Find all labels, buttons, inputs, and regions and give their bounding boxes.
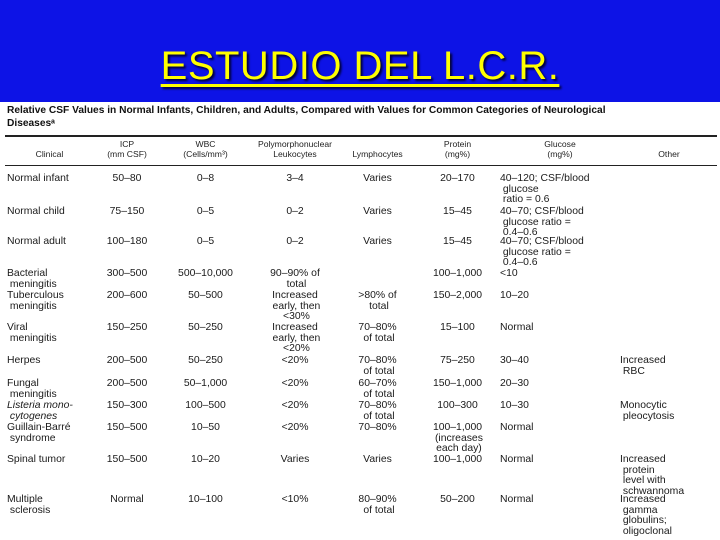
table-cell: 150–500 xyxy=(106,454,148,465)
table-cell: <20% xyxy=(281,400,309,411)
table-cell: <20% xyxy=(281,422,309,433)
table-cell: Bacterial meningitis xyxy=(7,268,57,290)
table-cell: >80% of total xyxy=(358,290,397,312)
table-cell: 150–500 xyxy=(106,422,148,433)
table-cell: Varies xyxy=(363,454,392,465)
table-cell: Fungal meningitis xyxy=(7,378,57,400)
table-cell: Increased early, then <30% xyxy=(272,290,321,323)
table-cell: Normal xyxy=(500,454,534,465)
table-cell: 50–250 xyxy=(188,322,223,333)
table-cell: 500–10,000 xyxy=(178,268,233,279)
table-cell: 40–70; CSF/blood glucose ratio = 0.4–0.6 xyxy=(500,206,584,239)
table-cell: 100–180 xyxy=(106,236,148,247)
table-cell: 100–300 xyxy=(437,400,478,411)
table-cell: Normal infant xyxy=(7,173,69,184)
table-cell: Varies xyxy=(280,454,310,465)
table-cell: Listeria mono- cytogenes xyxy=(7,400,73,422)
table-cell: 100–1,000 xyxy=(432,454,483,465)
table-cell: 15–45 xyxy=(443,236,472,247)
table-cell: 0–8 xyxy=(196,173,215,184)
table-cell: 150–300 xyxy=(106,400,148,411)
table-cell: 75–150 xyxy=(109,206,145,217)
table-cell: Monocytic pleocytosis xyxy=(620,400,675,422)
table-cell: 10–20 xyxy=(191,454,220,465)
table-cell: 70–80% xyxy=(358,422,397,433)
table-cell: Varies xyxy=(363,236,392,247)
table-cell: 50–80 xyxy=(112,173,142,184)
table-cell: Normal xyxy=(500,422,534,433)
table-cell: 15–100 xyxy=(440,322,475,333)
table-cell: 40–70; CSF/blood glucose ratio = 0.4–0.6 xyxy=(500,236,584,269)
table-cell: 100–1,000 (increases each day) xyxy=(432,422,483,455)
table-cell: 100–500 xyxy=(185,400,226,411)
table-cell: <20% xyxy=(281,355,309,366)
column-header-polymorphonuclear: Polymorphonuclear Leukocytes xyxy=(257,139,333,159)
table-cell: 10–100 xyxy=(188,494,223,505)
table-cell: Viral meningitis xyxy=(7,322,57,344)
table-cell: Guillain-Barré syndrome xyxy=(7,422,71,444)
table-cell: 0–5 xyxy=(196,236,215,247)
table-cell: 50–1,000 xyxy=(183,378,228,389)
table-cell: 200–500 xyxy=(106,355,148,366)
header-bottom-rule xyxy=(5,165,717,166)
table-cell: 70–80% of total xyxy=(358,355,397,377)
table-cell: 10–50 xyxy=(191,422,220,433)
table-cell: 10–20 xyxy=(500,290,529,301)
table-cell: 70–80% of total xyxy=(358,400,397,422)
slide-title: ESTUDIO DEL L.C.R. xyxy=(160,44,560,88)
table-cell: Herpes xyxy=(7,355,41,366)
table-cell: Varies xyxy=(363,206,392,217)
table-cell: Spinal tumor xyxy=(7,454,66,465)
column-header-other: Other xyxy=(658,149,680,159)
table-cell: Tuberculous meningitis xyxy=(7,290,64,312)
table-cell: 0–2 xyxy=(286,236,304,247)
table-cell: Increased gamma globulins; oligoclonal xyxy=(620,494,672,537)
table-cell: 150–2,000 xyxy=(432,290,483,301)
table-cell: <10% xyxy=(281,494,309,505)
table-cell: 150–250 xyxy=(106,322,148,333)
table-cell: 70–80% of total xyxy=(358,322,397,344)
table-cell: 30–40 xyxy=(500,355,529,366)
table-cell: 0–5 xyxy=(196,206,215,217)
table-cell: Increased early, then <20% xyxy=(272,322,321,355)
table-cell: 20–30 xyxy=(500,378,529,389)
column-header-protein: Protein (mg%) xyxy=(443,139,472,159)
table-cell: Normal xyxy=(500,494,534,505)
header-top-rule xyxy=(5,135,717,137)
table-cell: 90–90% of total xyxy=(270,268,320,290)
table-cell: Normal adult xyxy=(7,236,66,247)
table-cell: <20% xyxy=(281,378,309,389)
table-cell: 300–500 xyxy=(106,268,148,279)
table-cell: 200–600 xyxy=(106,290,148,301)
table-cell: 60–70% of total xyxy=(358,378,397,400)
table-cell: 10–30 xyxy=(500,400,529,411)
table-cell: 150–1,000 xyxy=(432,378,483,389)
table-cell: Varies xyxy=(363,173,392,184)
column-header-wbc: WBC (Cells/mm³) xyxy=(183,139,228,159)
table-caption: Relative CSF Values in Normal Infants, Children, and Adults, Compared with Values for Common Categories of Neurological Diseasesᵃ xyxy=(7,105,606,129)
table-cell: 15–45 xyxy=(443,206,472,217)
column-header-glucose: Glucose (mg%) xyxy=(544,139,576,159)
table-cell: 50–250 xyxy=(188,355,223,366)
table-cell: 100–1,000 xyxy=(432,268,483,279)
table-cell: Multiple sclerosis xyxy=(7,494,51,516)
csf-table-image xyxy=(0,102,720,540)
table-cell: 75–250 xyxy=(440,355,475,366)
table-cell: 40–120; CSF/blood glucose ratio = 0.6 xyxy=(500,173,590,206)
table-cell: 20–170 xyxy=(440,173,475,184)
table-cell: Increased protein level with schwannoma xyxy=(620,454,685,497)
table-cell: <10 xyxy=(500,268,518,279)
table-cell: 3–4 xyxy=(286,173,304,184)
column-header-clinical: Clinical xyxy=(35,149,64,159)
table-cell: Normal child xyxy=(7,206,65,217)
table-cell: 0–2 xyxy=(286,206,304,217)
table-cell: 80–90% of total xyxy=(358,494,397,516)
table-cell: Normal xyxy=(110,494,144,505)
table-cell: 200–500 xyxy=(106,378,148,389)
column-header-lymphocytes: Lymphocytes xyxy=(352,149,403,159)
column-header-icp: ICP (mm CSF) xyxy=(107,139,147,159)
table-cell: 50–500 xyxy=(188,290,223,301)
table-cell: Normal xyxy=(500,322,534,333)
table-cell: 50–200 xyxy=(440,494,475,505)
table-cell: Increased RBC xyxy=(620,355,666,377)
